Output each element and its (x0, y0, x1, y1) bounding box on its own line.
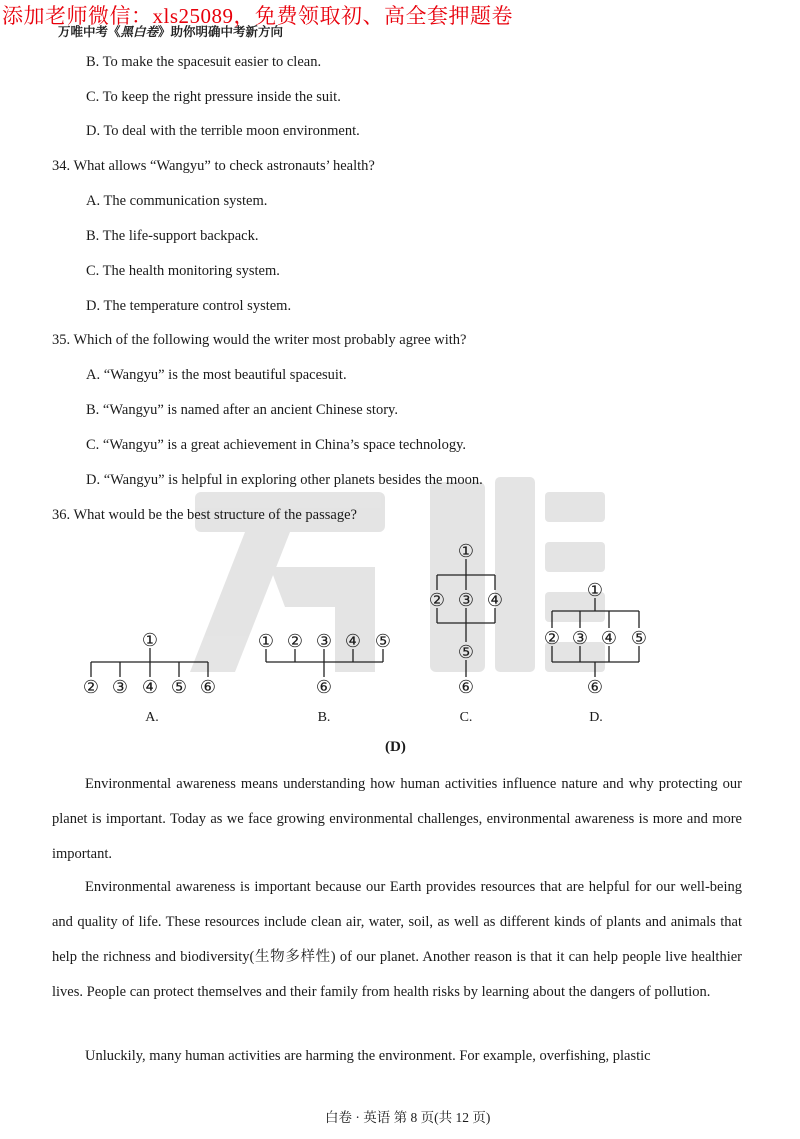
diagram-a-node-1: ① (141, 630, 159, 650)
q35-option-d: D. “Wangyu” is helpful in exploring other planets besides the moon. (86, 472, 483, 488)
diagram-a-node-6: ⑥ (199, 677, 217, 697)
page-footer: 白卷 · 英语 第 8 页(共 12 页) (325, 1110, 491, 1125)
q34-option-a: A. The communication system. (86, 193, 268, 209)
q34-stem: 34. What allows “Wangyu” to check astronauts’ health? (52, 158, 375, 174)
diagram-a-node-2: ② (82, 677, 100, 697)
paragraph-3-text: Unluckily, many human activities are harming the environment. For example, overfishing, plastic (85, 1048, 651, 1064)
q33-option-d: D. To deal with the terrible moon environment. (86, 123, 360, 139)
paragraph-1 (52, 767, 742, 872)
section-title: (D) (385, 739, 406, 755)
diagram-d-node-2: ② (543, 628, 561, 648)
diagram-b-node-3: ③ (315, 631, 333, 651)
structure-diagrams (0, 520, 800, 740)
diagram-d-node-6: ⑥ (586, 677, 604, 697)
diagram-c-label: C. (459, 710, 473, 725)
diagram-a-label: A. (145, 710, 159, 725)
q35-option-a: A. “Wangyu” is the most beautiful spacesuit. (86, 367, 347, 383)
diagram-b-node-5: ⑤ (374, 631, 392, 651)
diagram-c-node-5: ⑤ (457, 642, 475, 662)
diagram-d-node-4: ④ (600, 628, 618, 648)
diagram-d-label: D. (589, 710, 603, 725)
header-slogan (58, 22, 283, 40)
diagram-b-label: B. (317, 710, 331, 725)
q35-option-c: C. “Wangyu” is a great achievement in China’s space technology. (86, 437, 467, 453)
diagram-c-node-2: ② (428, 590, 446, 610)
q34-option-d: D. The temperature control system. (86, 298, 292, 314)
top-banner: 添加老师微信：xls25089，免费领取初、高全套押题卷 (2, 4, 514, 28)
diagram-c-node-4: ④ (486, 590, 504, 610)
q36-stem: 36. What would be the best structure of the passage? (52, 507, 357, 523)
q33-option-c: C. To keep the right pressure inside the suit. (86, 89, 341, 105)
diagram-b-node-4: ④ (344, 631, 362, 651)
q35-option-b: B. “Wangyu” is named after an ancient Chinese story. (86, 402, 398, 418)
diagram-d-node-3: ③ (571, 628, 589, 648)
header-prefix: 万唯中考《 (58, 25, 121, 39)
diagram-b-node-6: ⑥ (315, 677, 333, 697)
q33-option-b: B. To make the spacesuit easier to clean. (86, 54, 322, 70)
paragraph-1-text: Environmental awareness means understanding how human activities influence nature and why protecting our planet is important. Today as we face growing environmental challenges, environmental awareness is more and more important. (52, 776, 742, 862)
diagram-c-node-3: ③ (457, 590, 475, 610)
diagram-a-node-4: ④ (141, 677, 159, 697)
diagram-a-node-3: ③ (111, 677, 129, 697)
paragraph-3 (52, 1039, 742, 1074)
diagram-b-node-1: ① (257, 631, 275, 651)
diagram-d-node-5: ⑤ (630, 628, 648, 648)
diagram-c-node-6: ⑥ (457, 677, 475, 697)
diagram-b-node-2: ② (286, 631, 304, 651)
header-brand: 黑白卷 (120, 25, 159, 39)
paragraph-2 (52, 870, 742, 1010)
diagram-a-node-5: ⑤ (170, 677, 188, 697)
header-suffix: 》助你明确中考新方向 (158, 25, 284, 39)
q34-option-c: C. The health monitoring system. (86, 263, 280, 279)
diagram-d-node-1: ① (586, 580, 604, 600)
q35-stem: 35. Which of the following would the writer most probably agree with? (52, 332, 467, 348)
diagram-c-node-1: ① (457, 541, 475, 561)
paragraph-2-text: Environmental awareness is important because our Earth provides resources that are helpful for our well-being and quality of life. These resources include clean air, water, soil, as well as different kinds of plants and animals that help the richness and biodiversity(生物多样性) of our planet. Another reason is that it can help people live healthier lives. People can protect themselves and their family from health risks by learning about the dangers of pollution. (52, 879, 742, 1000)
q34-option-b: B. The life-support backpack. (86, 228, 259, 244)
